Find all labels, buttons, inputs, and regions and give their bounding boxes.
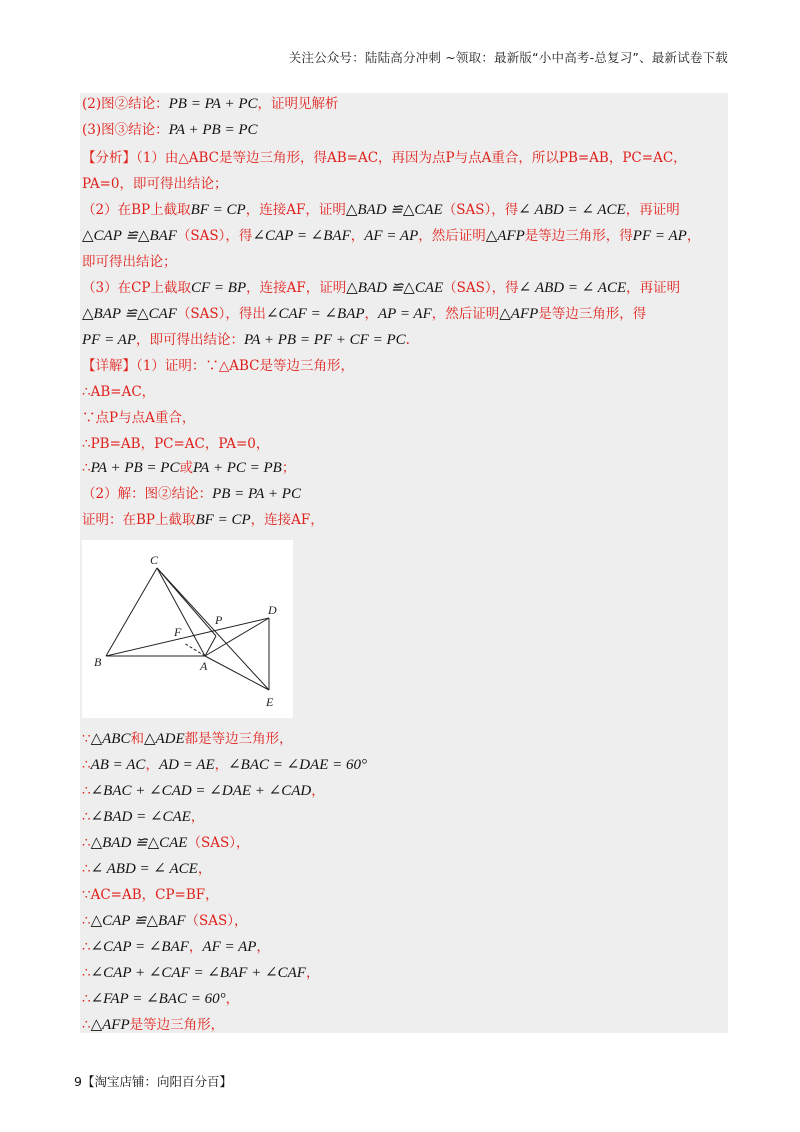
math-expression: AF = AP [202, 939, 257, 955]
math-expression: △AFP [90, 1017, 130, 1033]
text-segment: 即可得出结论； [82, 254, 177, 270]
text-line [82, 408, 195, 428]
segment-bc [106, 568, 157, 656]
math-expression: PA + PB = PC [90, 460, 180, 476]
text-segment: 证明：在BP上截取 [82, 512, 196, 528]
label-p: P [215, 613, 223, 627]
math-expression: ∠BAD = ∠CAE [90, 809, 191, 825]
text-line [82, 226, 700, 246]
math-expression: ∠CAP = ∠BAF [90, 939, 189, 955]
text-line [82, 94, 338, 114]
text-segment: (3)图③结论： [82, 122, 169, 138]
label-d: D [268, 603, 277, 617]
text-line [82, 200, 680, 220]
math-expression: PF = AP [82, 332, 137, 348]
math-expression: AB = AC [90, 757, 146, 773]
text-line [82, 859, 211, 879]
text-segment: ∴ [82, 460, 91, 476]
label-e: E [266, 695, 274, 709]
text-segment: ，连接AF， [250, 512, 324, 528]
text-line [82, 833, 249, 853]
math-expression: △AFP [485, 228, 525, 244]
text-segment: 是等边三角形，得 [524, 228, 633, 244]
text-segment: （SAS）， [187, 835, 250, 851]
text-segment: ∴AB=AC， [82, 384, 156, 400]
text-segment: （2）在BP上截取 [82, 202, 191, 218]
math-expression: ∠BAC + ∠CAD = ∠DAE + ∠CAD [90, 783, 312, 799]
label-c: C [150, 553, 159, 567]
text-line [82, 911, 248, 931]
text-segment: ∴ [82, 939, 91, 955]
text-segment: ， [311, 783, 325, 799]
text-line [82, 278, 680, 298]
text-segment: （SAS），得 [442, 202, 519, 218]
text-segment: ∵点P与点A重合， [82, 410, 196, 426]
label-f: F [174, 625, 182, 639]
text-segment: ， [145, 757, 159, 773]
math-expression: ∠ ABD = ∠ ACE [518, 280, 627, 296]
text-segment: 是等边三角形， [129, 1017, 225, 1033]
math-expression: PA + PC = PB [192, 460, 282, 476]
text-line [82, 458, 295, 478]
math-expression: △CAP ≌△BAF [82, 228, 177, 244]
math-expression: BF = CP [195, 512, 251, 528]
text-segment: ∴ [82, 757, 91, 773]
text-segment: ，然后证明 [418, 228, 486, 244]
text-segment: (2)图②结论： [82, 96, 169, 112]
math-expression: △ADE [143, 731, 185, 747]
text-segment: ，再证明 [626, 280, 681, 296]
page-header: 关注公众号：陆陆高分冲刺 ~领取：最新版“小中高考-总复习”、最新试卷下载 [288, 50, 728, 65]
text-line [82, 330, 410, 350]
geometry-diagram [82, 540, 293, 718]
text-segment: （SAS），得 [443, 280, 519, 296]
text-line [82, 434, 269, 454]
text-line [82, 252, 177, 272]
math-expression: △BAP ≌△CAF [82, 306, 177, 322]
math-expression: BF = CP [190, 202, 246, 218]
text-segment: ， [214, 757, 229, 773]
text-line [82, 755, 367, 775]
math-expression: PF = AP [632, 228, 687, 244]
text-segment: ， [686, 228, 701, 244]
text-segment: ，然后证明 [431, 306, 500, 322]
math-expression: PA + PB = PF + CF = PC [244, 332, 406, 348]
text-segment: ∴ [82, 965, 91, 981]
text-segment: ， [364, 306, 379, 322]
text-line [82, 963, 319, 983]
math-expression: ∠CAF = ∠BAP [265, 306, 365, 322]
math-expression: △CAP ≌△BAF [90, 913, 186, 929]
text-segment: ， [188, 939, 203, 955]
text-segment: PA=0，即可得出结论； [82, 176, 228, 192]
text-line [82, 304, 646, 324]
text-segment: ，即可得出结论： [136, 332, 245, 348]
text-segment: ， [225, 991, 240, 1007]
label-a: A [200, 659, 208, 673]
text-line [82, 148, 687, 168]
text-segment: ； [281, 460, 296, 476]
text-segment: 都是等边三角形， [184, 731, 293, 747]
text-line [82, 120, 257, 140]
text-segment: ∴ [82, 913, 91, 929]
math-expression: ∠CAP = ∠BAF [252, 228, 351, 244]
text-segment: 【详解】（1）证明：∵△ABC是等边三角形， [82, 358, 354, 374]
page-footer: 9【淘宝店铺：向阳百分百】 [74, 1074, 232, 1089]
segment-ae [205, 656, 269, 690]
text-segment: ∴ [82, 1017, 91, 1033]
label-b: B [94, 655, 102, 669]
text-segment: ∵ [82, 731, 91, 747]
text-line [82, 729, 293, 749]
text-segment: ， [305, 965, 320, 981]
text-segment: （3）在CP上截取 [82, 280, 192, 296]
text-segment: 【分析】（1）由△ABC是等边三角形，得AB=AC，再因为点P与点A重合，所以PB=AB，PC=AC， [82, 150, 687, 166]
math-expression: ∠BAC = ∠DAE = 60° [228, 757, 367, 773]
text-segment: ∴ [82, 861, 91, 877]
text-line [82, 484, 301, 504]
math-expression: △BAD ≌△CAE [346, 280, 444, 296]
text-segment: （SAS），得出 [176, 306, 266, 322]
segment-cp [157, 568, 216, 636]
geometry-figure [82, 540, 293, 718]
text-segment: ∴PB=AB，PC=AC，PA=0， [82, 436, 270, 452]
text-segment: ， [197, 861, 212, 877]
math-expression: △BAD ≌△CAE [90, 835, 188, 851]
math-expression: ∠ ABD = ∠ ACE [518, 202, 626, 218]
math-expression: AF = AP [364, 228, 419, 244]
text-segment: ∴ [82, 835, 91, 851]
text-segment: （SAS）， [185, 913, 248, 929]
math-expression: ∠CAP + ∠CAF = ∠BAF + ∠CAF [90, 965, 306, 981]
math-expression: △BAD ≌△CAE [345, 202, 443, 218]
math-expression: PA + PB = PC [168, 122, 258, 138]
math-expression: △AFP [499, 306, 539, 322]
text-segment: （2）解：图②结论： [82, 486, 213, 502]
text-segment: 和 [130, 731, 144, 747]
text-segment: ，再证明 [625, 202, 680, 218]
math-expression: AD = AE [158, 757, 215, 773]
text-line [82, 989, 239, 1009]
text-segment: （SAS），得 [176, 228, 253, 244]
text-segment: ，连接AF，证明 [245, 202, 346, 218]
text-segment: ∵AC=AB，CP=BF， [82, 887, 219, 903]
math-expression: ∠FAP = ∠BAC = 60° [90, 991, 226, 1007]
math-expression: AP = AF [378, 306, 432, 322]
text-segment: ，证明见解析 [257, 96, 339, 112]
text-line [82, 356, 354, 376]
math-expression: PB = PA + PC [168, 96, 258, 112]
text-segment: ， [350, 228, 365, 244]
text-segment: . [405, 332, 410, 348]
text-segment: ∴ [82, 783, 91, 799]
math-expression: △ABC [90, 731, 131, 747]
text-segment: ∴ [82, 809, 91, 825]
text-segment: ∴ [82, 991, 91, 1007]
text-segment: ， [190, 809, 205, 825]
text-line [82, 174, 228, 194]
text-line [82, 1015, 224, 1035]
text-line [82, 885, 219, 905]
text-line [82, 937, 270, 957]
text-segment: ， [256, 939, 270, 955]
text-line [82, 510, 324, 530]
text-line [82, 382, 155, 402]
text-line [82, 807, 204, 827]
math-expression: ∠ ABD = ∠ ACE [90, 861, 198, 877]
text-segment: 是等边三角形，得 [538, 306, 647, 322]
text-line [82, 781, 325, 801]
math-expression: PB = PA + PC [212, 486, 301, 502]
text-segment: ，连接AF，证明 [246, 280, 347, 296]
math-expression: CF = BP [191, 280, 247, 296]
text-segment: 或 [179, 460, 193, 476]
